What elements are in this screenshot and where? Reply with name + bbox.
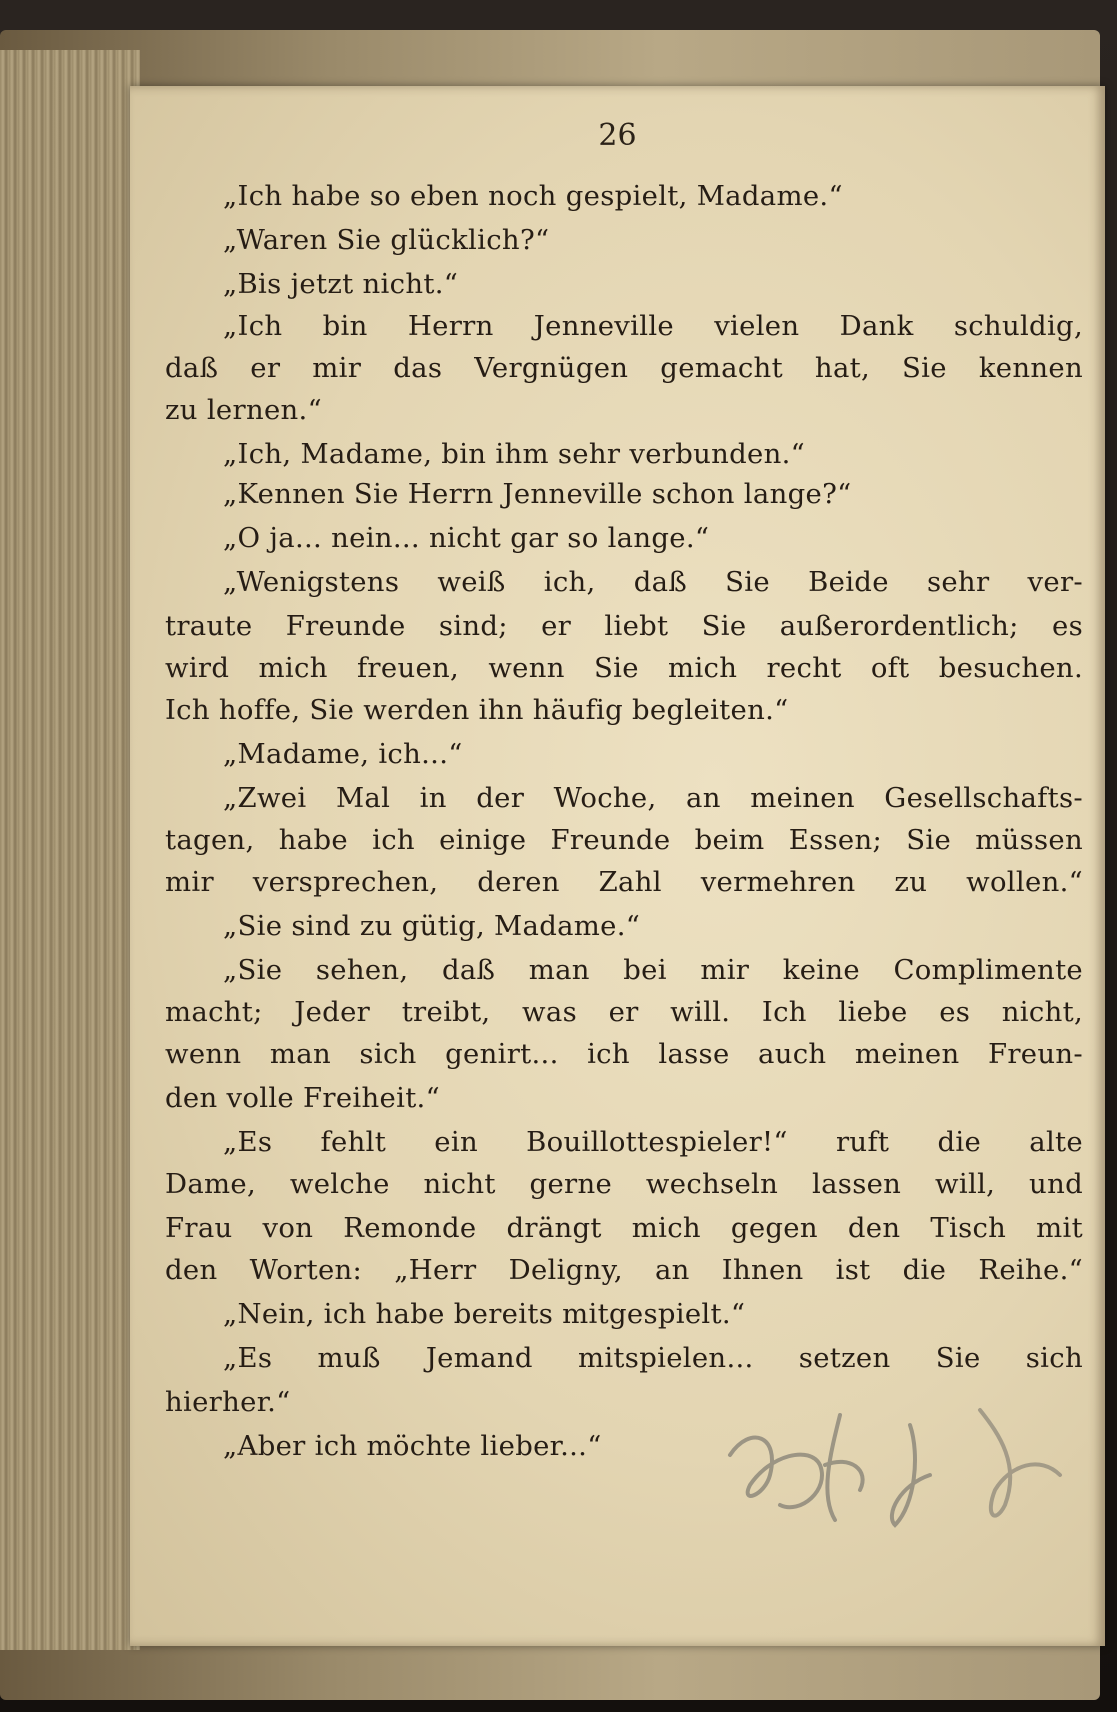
text-line: „Waren Sie glücklich?“	[223, 224, 550, 256]
text-line: „Ich habe so eben noch gespielt, Madame.“	[223, 180, 843, 212]
text-line: daß er mir das Vergnügen gemacht hat, Sie kennen	[165, 352, 1083, 384]
text-line: „Kennen Sie Herrn Jenneville schon lange?“	[223, 478, 852, 510]
text-line: „Madame, ich...“	[223, 738, 463, 770]
text-line: hierher.“	[165, 1386, 291, 1418]
text-line: zu lernen.“	[165, 394, 322, 426]
page-number: 26	[598, 118, 637, 153]
text-line: den volle Freiheit.“	[165, 1082, 440, 1114]
text-line: „Zwei Mal in der Woche, an meinen Gesellschafts-	[223, 782, 1083, 814]
text-line: „Es muß Jemand mitspielen... setzen Sie sich	[223, 1342, 1083, 1374]
text-line: tagen, habe ich einige Freunde beim Essen; Sie müssen	[165, 824, 1083, 856]
text-line: traute Freunde sind; er liebt Sie außerordentlich; es	[165, 610, 1083, 642]
text-line: Ich hoffe, Sie werden ihn häufig begleiten.“	[165, 694, 789, 726]
text-line: wird mich freuen, wenn Sie mich recht oft besuchen.	[165, 652, 1083, 684]
text-line: „Sie sehen, daß man bei mir keine Complimente	[223, 954, 1083, 986]
text-line: „Ich bin Herrn Jenneville vielen Dank schuldig,	[223, 310, 1083, 342]
text-line: „Ich, Madame, bin ihm sehr verbunden.“	[223, 438, 806, 470]
text-line: „O ja... nein... nicht gar so lange.“	[223, 522, 710, 554]
text-line: „Aber ich möchte lieber...“	[223, 1430, 602, 1462]
text-line: „Es fehlt ein Bouillottespieler!“ ruft die alte	[223, 1126, 1083, 1158]
pencil-signature	[720, 1395, 1100, 1535]
text-line: Frau von Remonde drängt mich gegen den Tisch mit	[165, 1212, 1083, 1244]
text-line: mir versprechen, deren Zahl vermehren zu wollen.“	[165, 866, 1083, 898]
text-line: den Worten: „Herr Deligny, an Ihnen ist die Reihe.“	[165, 1254, 1083, 1286]
text-line: macht; Jeder treibt, was er will. Ich liebe es nicht,	[165, 996, 1083, 1028]
text-line: „Wenigstens weiß ich, daß Sie Beide sehr ver-	[223, 566, 1083, 598]
text-line: wenn man sich genirt... ich lasse auch meinen Freun-	[165, 1038, 1083, 1070]
text-line: „Nein, ich habe bereits mitgespielt.“	[223, 1298, 746, 1330]
text-line: „Sie sind zu gütig, Madame.“	[223, 910, 641, 942]
text-line: Dame, welche nicht gerne wechseln lassen will, und	[165, 1168, 1083, 1200]
text-line: „Bis jetzt nicht.“	[223, 268, 459, 300]
page-edges	[0, 50, 140, 1650]
